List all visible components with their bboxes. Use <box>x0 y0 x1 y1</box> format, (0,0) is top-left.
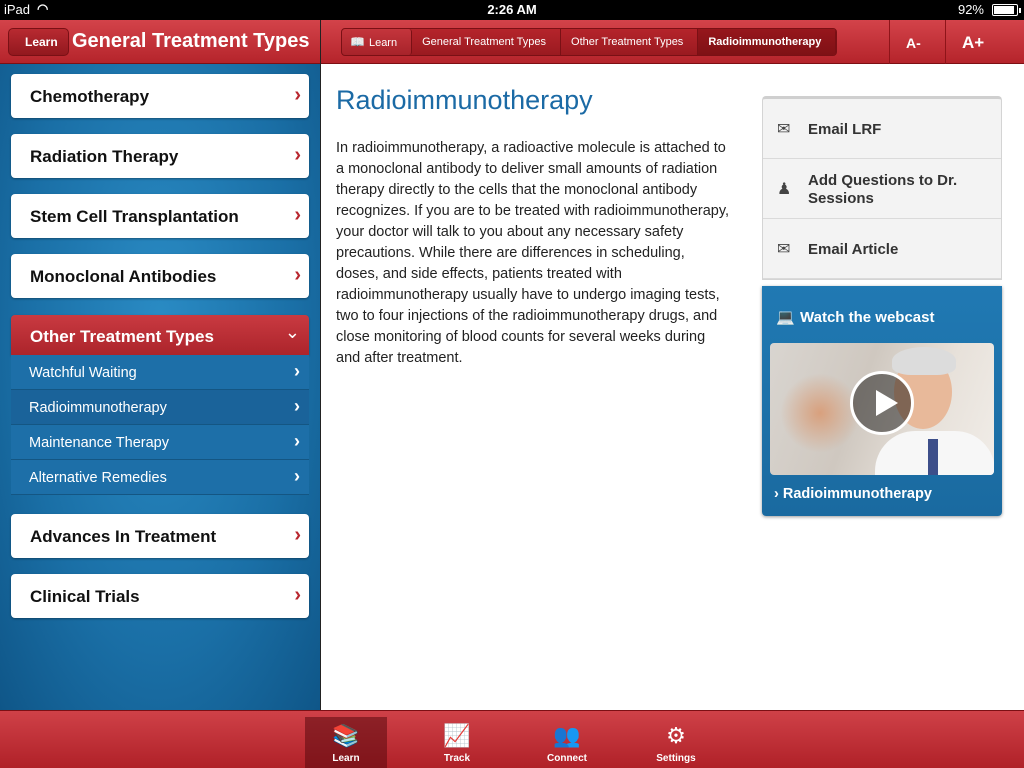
sidebar-item-stem-cell[interactable] <box>11 194 309 238</box>
tab-label: Connect <box>547 753 587 764</box>
action-label: Email LRF <box>808 121 882 138</box>
sidebar-subitem-alternative-remedies[interactable] <box>11 460 309 495</box>
sidebar-item-label: Radiation Therapy <box>30 147 179 166</box>
laptop-icon: 💻 <box>776 309 795 326</box>
video-link[interactable]: › Radioimmunotherapy <box>774 486 932 502</box>
book-icon: 📚 <box>332 723 360 748</box>
tab-label: Learn <box>332 753 360 764</box>
wifi-icon: ◠ <box>37 1 49 16</box>
sidebar-header <box>0 20 320 64</box>
chevron-right-icon: › <box>294 396 300 416</box>
chevron-right-icon: › <box>294 144 301 166</box>
chevron-right-icon: › <box>294 524 301 546</box>
font-increase-button[interactable]: A+ <box>962 33 985 52</box>
sidebar-group-other-treatment[interactable] <box>11 315 309 355</box>
sidebar-subitem-watchful-waiting[interactable] <box>11 355 309 390</box>
breadcrumb-item-learn[interactable] <box>342 29 412 55</box>
sidebar-group-label: Other Treatment Types <box>30 327 214 346</box>
webcast-heading <box>776 308 934 326</box>
hair <box>892 347 956 375</box>
status-bar <box>0 0 1024 20</box>
chevron-down-icon: ⌄ <box>284 322 300 342</box>
chevron-right-icon: › <box>294 204 301 226</box>
clock: 2:26 AM <box>487 2 537 17</box>
sidebar-title: General Treatment Types <box>72 30 310 52</box>
breadcrumb <box>341 28 837 56</box>
sidebar-subitem-label: Watchful Waiting <box>29 365 137 381</box>
chevron-right-icon: › <box>294 264 301 286</box>
back-button[interactable] <box>8 28 69 56</box>
device-name: iPad <box>4 2 31 17</box>
tab-label: Track <box>443 753 471 764</box>
font-decrease-button[interactable]: A- <box>906 35 921 51</box>
chevron-right-icon: › <box>294 84 301 106</box>
action-label: Add Questions to Dr. Sessions <box>808 172 958 207</box>
sidebar-item-label: Clinical Trials <box>30 587 140 606</box>
sidebar-item-label: Chemotherapy <box>30 87 150 106</box>
chevron-right-icon: › <box>294 431 300 451</box>
email-article-button[interactable] <box>763 219 1001 279</box>
divider <box>889 20 890 64</box>
envelope-icon: ✉ <box>777 121 791 138</box>
chevron-right-icon: › <box>294 361 300 381</box>
tab-track[interactable] <box>416 717 498 768</box>
divider <box>945 20 946 64</box>
tie <box>928 439 938 475</box>
page-title: Radioimmunotherapy <box>336 85 593 115</box>
tab-settings[interactable] <box>635 717 717 768</box>
action-label: Email Article <box>808 241 899 258</box>
email-lrf-button[interactable] <box>763 99 1001 159</box>
tab-learn[interactable] <box>305 717 387 768</box>
sidebar-item-clinical-trials[interactable] <box>11 574 309 618</box>
envelope-icon: ✉ <box>777 241 791 258</box>
webcast-heading-label: Watch the webcast <box>800 309 935 326</box>
chevron-right-icon: › <box>294 584 301 606</box>
chevron-right-icon: › <box>294 466 300 486</box>
divider <box>320 20 321 710</box>
battery-fill <box>994 6 1014 14</box>
sidebar-subitem-radioimmunotherapy[interactable] <box>11 390 309 425</box>
breadcrumb-item-current: Radioimmunotherapy <box>698 29 836 55</box>
tab-label: Settings <box>656 753 696 764</box>
battery-icon <box>992 4 1018 16</box>
breadcrumb-item-other[interactable]: Other Treatment Types <box>561 29 698 55</box>
tab-bar <box>0 710 1024 768</box>
doctor-icon: ♟ <box>777 181 792 198</box>
battery-percent: 92% <box>957 2 984 17</box>
sidebar-item-label: Monoclonal Antibodies <box>30 267 217 286</box>
sidebar-item-label: Advances In Treatment <box>30 527 217 546</box>
add-questions-button[interactable] <box>763 159 1001 219</box>
sidebar-subitems <box>11 355 309 495</box>
video-thumbnail[interactable] <box>770 343 994 475</box>
breadcrumb-label: Learn <box>368 37 398 49</box>
sidebar-item-advances[interactable] <box>11 514 309 558</box>
sidebar-subitem-maintenance-therapy[interactable] <box>11 425 309 460</box>
chart-icon: 📈 <box>443 723 471 748</box>
people-icon: 👥 <box>553 723 581 748</box>
sidebar-item-label: Stem Cell Transplantation <box>30 207 239 226</box>
background-blur <box>780 373 860 453</box>
sidebar-subitem-label: Radioimmunotherapy <box>29 400 167 416</box>
sidebar-subitem-label: Maintenance Therapy <box>29 435 169 451</box>
gear-icon: ⚙ <box>666 723 686 748</box>
tab-connect[interactable] <box>526 717 608 768</box>
play-icon[interactable] <box>850 371 914 435</box>
book-icon: 📖 <box>350 35 365 49</box>
article-body: In radioimmunotherapy, a radioactive molecule is attached to a monoclonal antibody to deliver small amounts of radiation therapy directly to the cells that the monoclonal antibody recognizes. If you are to be treated with radioimmunotherapy, your doctor will talk to you about any necessary safety precautions. While there are differences in scheduling, doses, and side effects, patients treated with radioimmunotherapy usually have to undergo imaging tests, two to four injections of the radioimmunotherapy drugs, and close monitoring of blood counts for several weeks during and after treatment. <box>336 140 730 366</box>
breadcrumb-item-general[interactable]: General Treatment Types <box>412 29 561 55</box>
sidebar-item-monoclonal[interactable] <box>11 254 309 298</box>
action-panel <box>762 96 1002 280</box>
video-link-label: Radioimmunotherapy <box>782 486 932 502</box>
back-button-label: Learn <box>25 35 58 49</box>
webcast-panel <box>762 286 1002 516</box>
sidebar-subitem-label: Alternative Remedies <box>29 470 167 486</box>
sidebar-item-chemotherapy[interactable] <box>11 74 309 118</box>
content-header <box>321 20 1024 64</box>
sidebar-item-radiation-therapy[interactable] <box>11 134 309 178</box>
